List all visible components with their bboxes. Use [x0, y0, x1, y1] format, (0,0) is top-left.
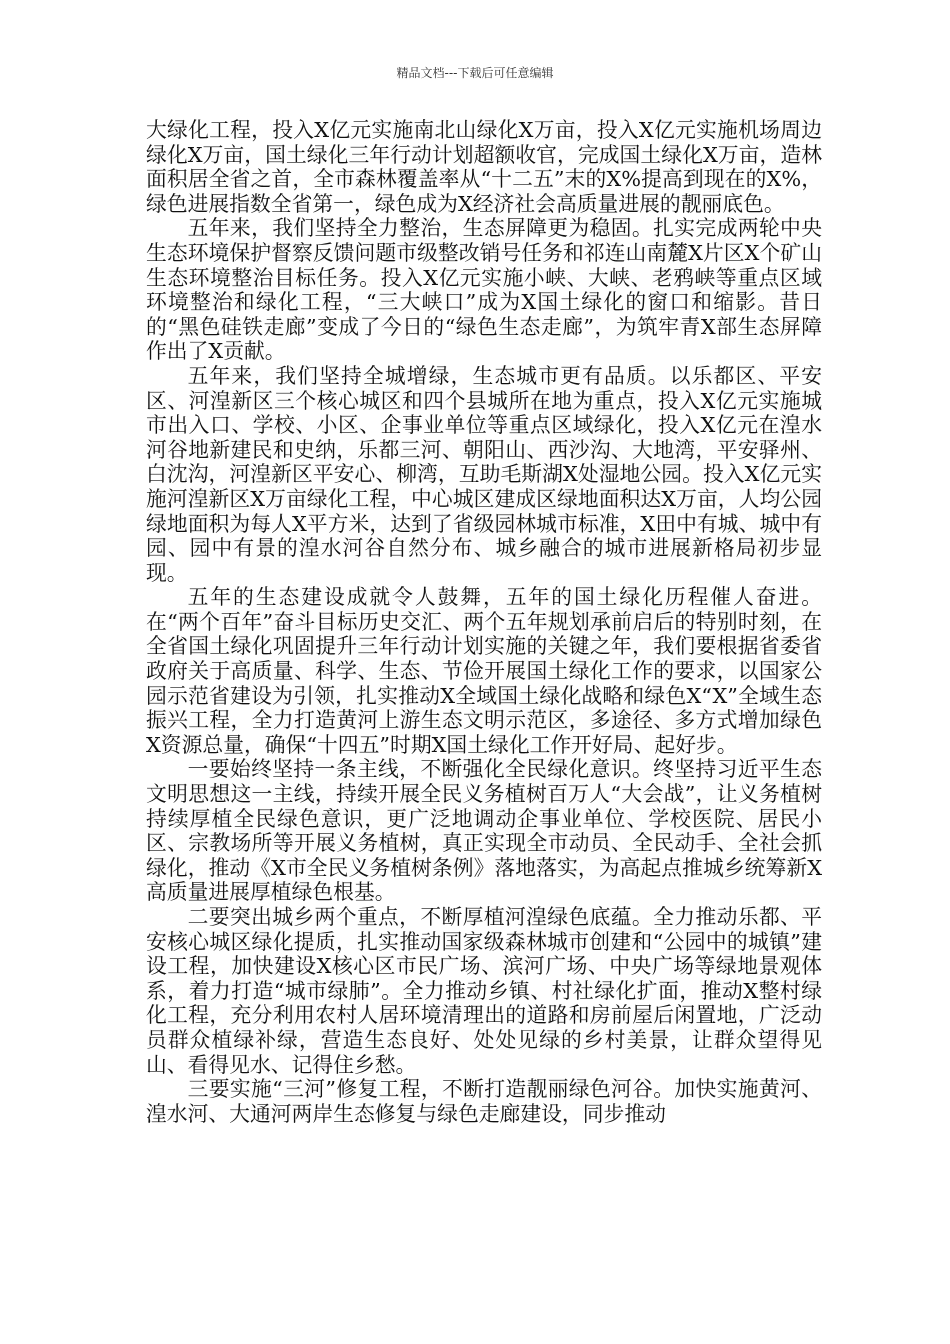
- page-header: 精品文档---下载后可任意编辑: [396, 66, 554, 80]
- paragraph-5: 一要始终坚持一条主线，不断强化全民绿化意识。终坚持习近平生态文明思想这一主线，持续开展全民义务植树百万人“大会战”，让义务植树持续厚植全民绿色意识，更广泛地调动企事业单位、学校医院、居民小区、宗教场所等开展义务植树，真正实现全市动员、全民动手、全社会抓绿化，推动《X市全民义务植树条例》落地落实，为高起点推城乡统筹新X高质量进展厚植绿色根基。: [146, 757, 822, 905]
- paragraph-1: 大绿化工程，投入X亿元实施南北山绿化X万亩，投入X亿元实施机场周边绿化X万亩，国土绿化三年行动计划超额收官，完成国土绿化X万亩，造林面积居全省之首，全市森林覆盖率从“十二五”末的X%提高到现在的X%，绿色进展指数全省第一，绿色成为X经济社会高质量进展的靓丽底色。: [146, 118, 822, 216]
- paragraph-2: 五年来，我们坚持全力整治，生态屏障更为稳固。扎实完成两轮中央生态环境保护督察反馈问题市级整改销号任务和祁连山南麓X片区X个矿山生态环境整治目标任务。投入X亿元实施小峡、大峡、老鸦峡等重点区域环境整治和绿化工程，“三大峡口”成为X国土绿化的窗口和缩影。昔日的“黑色硅铁走廊”变成了今日的“绿色生态走廊”，为筑牢青X部生态屏障作出了X贡献。: [146, 216, 822, 364]
- paragraph-7: 三要实施“三河”修复工程，不断打造靓丽绿色河谷。加快实施黄河、湟水河、大通河两岸生态修复与绿色走廊建设，同步推动: [146, 1077, 822, 1126]
- paragraph-6: 二要突出城乡两个重点，不断厚植河湟绿色底蕴。全力推动乐都、平安核心城区绿化提质，扎实推动国家级森林城市创建和“公园中的城镇”建设工程，加快建设X核心区市民广场、滨河广场、中央广场等绿地景观体系，着力打造“城市绿肺”。全力推动乡镇、村社绿化扩面，推动X整村绿化工程，充分利用农村人居环境清理出的道路和房前屋后闲置地，广泛动员群众植绿补绿，营造生态良好、处处见绿的乡村美景，让群众望得见山、看得见水、记得住乡愁。: [146, 905, 822, 1077]
- paragraph-3: 五年来，我们坚持全城增绿，生态城市更有品质。以乐都区、平安区、河湟新区三个核心城区和四个县城所在地为重点，投入X亿元实施城市出入口、学校、小区、企事业单位等重点区域绿化，投入X亿元在湟水河谷地新建民和史纳，乐都三河、朝阳山、西沙沟、大地湾，平安驿州、白沈沟，河湟新区平安心、柳湾，互助毛斯湖X处湿地公园。投入X亿元实施河湟新区X万亩绿化工程，中心城区建成区绿地面积达X万亩，人均公园绿地面积为每人X平方米，达到了省级园林城市标准，X田中有城、城中有园、园中有景的湟水河谷自然分布、城乡融合的城市进展新格局初步显现。: [146, 363, 822, 585]
- paragraph-4: 五年的生态建设成就令人鼓舞，五年的国土绿化历程催人奋进。在“两个百年”奋斗目标历史交汇、两个五年规划承前启后的特别时刻，在全省国土绿化巩固提升三年行动计划实施的关键之年，我们要根据省委省政府关于高质量、科学、生态、节俭开展国土绿化工作的要求，以国家公园示范省建设为引领，扎实推动X全域国土绿化战略和绿色X“X”全域生态振兴工程，全力打造黄河上游生态文明示范区，多途径、多方式增加绿色X资源总量，确保“十四五”时期X国土绿化工作开好局、起好步。: [146, 585, 822, 757]
- document-body: [146, 118, 822, 1126]
